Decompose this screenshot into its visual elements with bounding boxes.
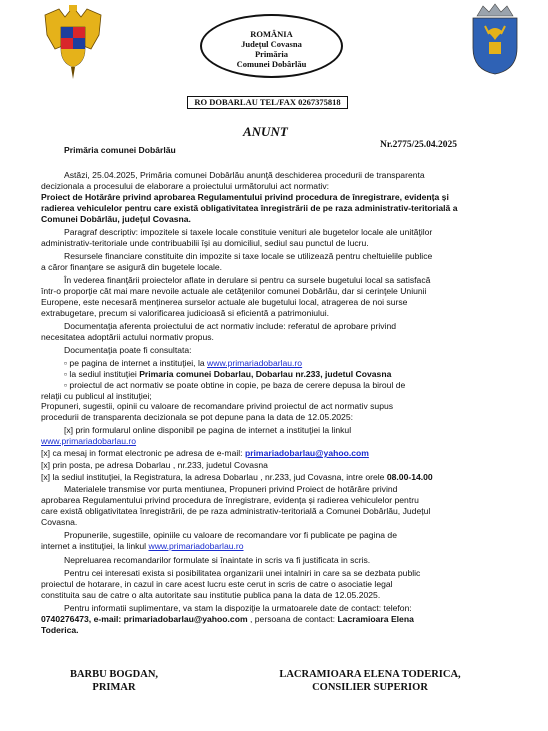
text-line: procedurii de transparenta decizionala se pot depune pana la data de 12.05.2025: — [41, 412, 353, 422]
contact-person: Lacramioara Elena — [337, 614, 414, 624]
covasna-coat-of-arms-icon — [467, 2, 523, 76]
text-line — [41, 614, 414, 625]
registration-number: Nr.2775/25.04.2025 — [380, 140, 457, 150]
institution-oval-stamp — [200, 14, 343, 78]
oval-line-commune: Comunei Dobârlău — [236, 59, 307, 69]
text-segment: [x] ca mesaj in format electronic pe adresa de e-mail: — [41, 448, 245, 458]
text-line: constituita sau de catre o alta autoritate sau institutie publica pana la data de 12.05.2025. — [41, 590, 381, 600]
text-line: aprobarea Regulamentului privind procedura de înregistrare, evidența și radierea vehiculelor pentru — [41, 495, 419, 505]
text-line: Toderica. — [41, 625, 79, 635]
text-line: relaţii cu publicul al instituţiei; — [41, 391, 152, 401]
text-line: extrabugetare, precum si valorificarea judicioasă si eficientă a patrimoniului. — [41, 308, 330, 318]
text-line: Pentru cei interesati exista si posibilitatea organizarii unei intalniri in care sa se dezbata public — [64, 568, 421, 578]
romania-coat-of-arms-icon — [41, 5, 105, 80]
text-line: într-o proporţie cât mai mare nevoile actuale ale cetăţenilor comunei Dobârlău, dar si cerinţele Uniunii — [41, 286, 427, 296]
text-segment: ▫ pe pagina de internet a instituţiei, la — [64, 358, 208, 368]
website-link[interactable]: www.primariadobarlau.ro — [41, 436, 137, 446]
text-line: Propuneri, sugestii, opinii cu valoare de recomandare privind proiectul de act normativ supus — [41, 401, 394, 411]
signatory-name: LACRAMIOARA ELENA TODERICA, — [279, 669, 461, 680]
text-line: În vederea finanţării proiectelor aflate in derulare si pentru ca sursele bugetului local sa satisfacă — [64, 275, 431, 285]
oval-line-county: Județul Covasna — [241, 39, 302, 49]
signatory-title: PRIMAR — [92, 682, 136, 693]
text-line — [41, 541, 244, 552]
text-segment: [x] la sediul instituţiei, la Registratura, la adresa Dobarlau , nr.233, jud Covasna, intre orele — [41, 472, 387, 482]
text-line: Propunerile, sugestiile, opiniile cu valoare de recomandare vor fi publicate pe pagina de — [64, 530, 397, 540]
text-line: care există obligativitatea înregistrării, de pe raza administrativ-teritorială a Comunei Dobârlău, Județul — [41, 506, 431, 516]
text-line: Documentaţia poate fi consultata: — [64, 345, 192, 355]
text-line: Nepreluarea recomandarilor formulate si înaintate in scris va fi justificata in scris. — [64, 555, 371, 565]
text-line: Primăria comunei Dobârlău — [64, 145, 176, 155]
text-line: Comunei Dobârlău, județul Covasna. — [41, 214, 191, 224]
text-line: necesitatea adoptării actului normativ propus. — [41, 332, 214, 342]
text-line: [x] prin posta, pe adresa Dobarlau , nr.233, judetul Covasna — [41, 460, 268, 470]
text-line: Paragraf descriptiv: impozitele si taxele locale constituie venituri ale bugetelor locale ale unităţilor — [64, 227, 433, 237]
text-line: proiectul de hotarare, in cazul in care acest lucru este cerut in scris de catre o asociatie legal — [41, 579, 393, 589]
text-line: radierea vehiculelor pentru care există obligativitatea înregistrării de pe raza administrativ-teritorială a — [41, 203, 458, 213]
text-line: Pentru informatii suplimentare, va stam la dispoziţie la urmatoarele date de contact: telefon: — [64, 603, 412, 613]
oval-line-country: ROMÂNIA — [250, 29, 293, 39]
text-line — [64, 358, 302, 369]
address-text: Primaria comunei Dobarlau, Dobarlau nr.233, judetul Covasna — [139, 369, 392, 379]
text-line: [x] prin formularul online disponibil pe pagina de internet a instituţiei la linkul — [64, 425, 352, 435]
text-line: Europene, este necesară menţinerea surselor actuale ale bugetului local, atragerea de noi surse — [41, 297, 408, 307]
text-line: Materialele transmise vor purta mentiunea, Propuneri privind Proiect de hotărâre privind — [64, 484, 398, 494]
text-segment: internet a instituţiei, la linkul — [41, 541, 149, 551]
text-line: Resursele financiare constituite din impozite si taxe locale se utilizează pentru cheltuielile publice — [64, 251, 433, 261]
text-line — [64, 369, 391, 380]
website-link[interactable]: www.primariadobarlau.ro — [207, 358, 303, 368]
text-line: Documentaţia aferenta proiectului de act normativ include: referatul de aprobare privind — [64, 321, 397, 331]
document-title: ANUNT — [243, 124, 288, 139]
text-line — [41, 472, 433, 483]
text-line: Covasna. — [41, 517, 78, 527]
office-hours: 08.00-14.00 — [386, 472, 433, 482]
text-line: Proiect de Hotărâre privind aprobarea Regulamentului privind procedura de înregistrare, evidența și — [41, 192, 449, 202]
text-line: decizionala a procesului de elaborare a proiectului următorului act normativ: — [41, 181, 330, 191]
text-line: administrativ-teritoriale unde contribuabilii îşi au domiciliul, sediul sau punctul de lucru. — [41, 238, 369, 248]
text-line — [41, 448, 369, 459]
signatory-title: CONSILIER SUPERIOR — [312, 682, 428, 693]
website-link[interactable]: www.primariadobarlau.ro — [148, 541, 244, 551]
text-segment: , persoana de contact: — [247, 614, 338, 624]
contact-box: RO DOBARLAU TEL/FAX 0267375818 — [187, 96, 348, 109]
oval-line-institution: Primăria — [254, 49, 289, 59]
text-line: a căror finanţare se asigură din bugetele locale. — [41, 262, 223, 272]
signature-right — [252, 668, 488, 694]
text-line: Astăzi, 25.04.2025, Primăria comunei Dobârlău anunţă deschiderea procedurii de transparenta — [64, 170, 425, 180]
signature-left — [44, 668, 184, 694]
contact-phone-email: 0740276473, e-mail: primariadobarlau@yahoo.com — [41, 614, 248, 624]
text-segment: ▫ la sediul instituţiei — [64, 369, 140, 379]
text-line: ▫ proiectul de act normativ se poate obtine in copie, pe baza de cerere depusa la biroul de — [64, 380, 406, 390]
signatory-name: BARBU BOGDAN, — [69, 669, 159, 680]
email-link[interactable]: primariadobarlau@yahoo.com — [244, 448, 369, 458]
